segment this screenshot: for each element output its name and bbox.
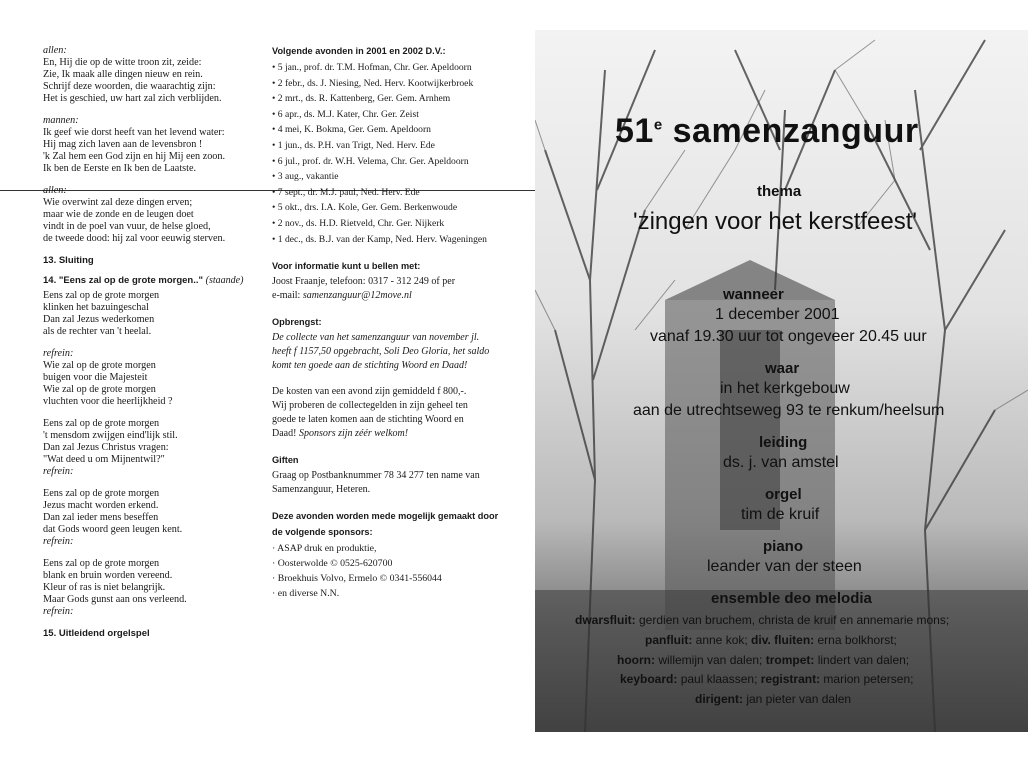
info-line: Joost Fraanje, telefoon: 0317 - 312 249 of per: [272, 276, 456, 288]
thema-label: thema: [757, 183, 802, 200]
sponsor-item: · Broekhuis Volvo, Ermelo © 0341-556044: [272, 571, 512, 586]
stanza-line: Zie, Ik maak alle dingen nieuw en rein.: [43, 69, 203, 80]
stanza-label: allen:: [43, 185, 67, 196]
credit-role: registrant:: [760, 672, 821, 686]
info-title: Voor informatie kunt u bellen met:: [272, 261, 421, 272]
sponsor-item: · Oosterwolde © 0525-620700: [272, 556, 512, 571]
address-text: aan de utrechtseweg 93 te renkum/heelsum: [633, 402, 945, 419]
stanza-line: Het is geschied, uw hart zal zich verblijden.: [43, 93, 222, 104]
song-line: vluchten voor die heerlijkheid ?: [43, 396, 173, 407]
stanza-line: maar wie de zonde en de leugen doet: [43, 209, 194, 220]
email-line: e-mail: samenzanguur@12move.nl: [272, 290, 412, 302]
orgel-text: tim de kruif: [741, 506, 820, 523]
credit-role: hoorn:: [617, 653, 655, 667]
giften-title: Giften: [272, 455, 299, 466]
giften-line: Samenzanguur, Heteren.: [272, 484, 371, 496]
item-13-heading: 13. Sluiting: [43, 255, 94, 266]
stanza-line: de tweede dood: hij zal voor eeuwig sterven.: [43, 233, 226, 244]
stanza-line: Wie overwint zal deze dingen erven;: [43, 197, 193, 208]
credit-role: dirigent:: [695, 692, 743, 706]
song-lyrics: [43, 290, 258, 618]
song-line: blank en bruin worden vereend.: [43, 570, 173, 581]
dates-list: [272, 60, 512, 247]
sponsors-title: de volgende sponsors:: [272, 527, 373, 538]
kosten-line: Daad! Sponsors zijn zéér welkom!: [272, 428, 409, 440]
date-text: 1 december 2001: [715, 306, 840, 323]
date-item: • 3 aug., vakantie: [272, 169, 512, 185]
credit-names: anne kok;: [692, 633, 752, 647]
middle-column: [272, 44, 512, 613]
song-line: Wie zal op de grote morgen: [43, 384, 156, 395]
date-item: • 5 okt., drs. I.A. Kole, Ger. Gem. Berkenwoude: [272, 200, 512, 216]
song-line: Dan zal ieder mens beseffen: [43, 512, 159, 523]
credit-line: [695, 692, 1028, 706]
giften-line: Graag op Postbanknummer 78 34 277 ten name van: [272, 470, 480, 482]
credit-role: div. fluiten:: [751, 633, 815, 647]
stanza-line: Ik ben de Eerste en Ik ben de Laatste.: [43, 163, 197, 174]
psalm-stanza: [43, 45, 258, 105]
date-item: • 4 mei, K. Bokma, Ger. Gem. Apeldoorn: [272, 122, 512, 138]
song-line: Maar Gods gunst aan ons verleend.: [43, 594, 187, 605]
credit-line: [645, 633, 1028, 647]
song-line: dat Gods woord geen leugen kent.: [43, 524, 183, 535]
song-line: Eens zal op de grote morgen: [43, 488, 160, 499]
date-item: • 1 jun., ds. P.H. van Trigt, Ned. Herv. Ede: [272, 138, 512, 154]
stanza-line: En, Hij die op de witte troon zit, zeide:: [43, 57, 202, 68]
credit-role: trompet:: [765, 653, 815, 667]
credit-names: paul klaassen;: [677, 672, 761, 686]
song-line: Eens zal op de grote morgen: [43, 558, 160, 569]
sponsors-title: Deze avonden worden mede mogelijk gemaakt door: [272, 511, 499, 522]
date-item: • 1 dec., ds. B.J. van der Kamp, Ned. Herv. Wageningen: [272, 232, 512, 248]
email-link[interactable]: samenzanguur@12move.nl: [302, 290, 412, 302]
stanza-label: allen:: [43, 45, 67, 56]
date-item: • 6 apr., ds. M.J. Kater, Chr. Ger. Zeist: [272, 107, 512, 123]
credit-line: [575, 613, 1025, 627]
credit-names: erna bolkhorst;: [814, 633, 897, 647]
piano-text: leander van der steen: [707, 558, 862, 575]
ensemble-label: ensemble deo melodia: [711, 590, 872, 607]
sponsor-item: · ASAP druk en produktie,: [272, 541, 512, 556]
credit-names: willemijn van dalen;: [655, 653, 766, 667]
date-item: • 7 sept., dr. M.J. paul, Ned. Herv. Ede: [272, 185, 512, 201]
item-15-heading: 15. Uitleidend orgelspel: [43, 628, 150, 639]
kosten-line: goede te laten komen aan de stichting Woord en: [272, 414, 464, 426]
credit-role: keyboard:: [620, 672, 678, 686]
waar-label: waar: [765, 360, 800, 377]
orgel-label: orgel: [765, 486, 802, 503]
song-line: buigen voor die Majesteit: [43, 372, 148, 383]
date-item: • 2 nov., ds. H.D. Rietveld, Chr. Ger. Nijkerk: [272, 216, 512, 232]
stanza-line: Ik geef wie dorst heeft van het levend water:: [43, 127, 225, 138]
date-item: • 2 febr., ds. J. Niesing, Ned. Herv. Kootwijkerbroek: [272, 76, 512, 92]
time-text: vanaf 19.30 uur tot ongeveer 20.45 uur: [650, 328, 927, 345]
leiding-text: ds. j. van amstel: [723, 454, 839, 471]
song-line: "Wat deed u om Mijnentwil?": [43, 454, 165, 465]
cover-panel: [535, 30, 1028, 732]
credit-names: jan pieter van dalen: [743, 692, 852, 706]
song-line: Dan zal Jezus Christus vragen:: [43, 442, 169, 453]
song-line: Kleur of ras is niet belangrijk.: [43, 582, 166, 593]
dates-title: Volgende avonden in 2001 en 2002 D.V.:: [272, 46, 446, 56]
date-item: • 5 jan., prof. dr. T.M. Hofman, Chr. Ger. Apeldoorn: [272, 60, 512, 76]
song-line: Dan zal Jezus wederkomen: [43, 314, 155, 325]
refrain-label: refrein:: [43, 536, 74, 547]
song-line: Jezus macht worden erkend.: [43, 500, 159, 511]
stanza-label: mannen:: [43, 115, 79, 126]
thema-text: 'zingen voor het kerstfeest': [633, 208, 917, 235]
stanza-line: Hij mag zich laven aan de levensbron !: [43, 139, 203, 150]
refrain-label: refrein:: [43, 348, 74, 359]
psalm-stanza: [43, 185, 258, 245]
song-stanza: [43, 488, 258, 548]
credit-role: panfluit:: [645, 633, 693, 647]
opbrengst-title: Opbrengst:: [272, 317, 322, 328]
song-line: Eens zal op de grote morgen: [43, 418, 160, 429]
song-line: Wie zal op de grote morgen: [43, 360, 156, 371]
psalm-stanzas: [43, 45, 258, 245]
song-line: 't mensdom zwijgen eind'lijk stil.: [43, 430, 178, 441]
stanza-line: 'k Zal hem een God zijn en hij Mij een zoon.: [43, 151, 226, 162]
opbrengst-line: komt ten goede aan de stichting Woord en Daad!: [272, 360, 468, 372]
leiding-label: leiding: [759, 434, 808, 451]
wanneer-label: wanneer: [723, 286, 784, 303]
kosten-line: De kosten van een avond zijn gemiddeld f 800,-.: [272, 386, 467, 398]
refrain-label: refrein:: [43, 606, 74, 617]
song-stanza: [43, 290, 258, 338]
song-stanza: [43, 348, 258, 408]
date-item: • 6 jul., prof. dr. W.H. Velema, Chr. Ger. Apeldoorn: [272, 154, 512, 170]
psalm-stanza: [43, 115, 258, 175]
place-text: in het kerkgebouw: [720, 380, 850, 397]
piano-label: piano: [763, 538, 803, 555]
credit-role: dwarsfluit:: [575, 613, 636, 627]
stanza-line: Schrijf deze woorden, die waarachtig zijn:: [43, 81, 216, 92]
sponsors-list: [272, 541, 512, 601]
left-column: [43, 45, 258, 643]
opbrengst-line: heeft f 1157,50 opgebracht, Soli Deo Gloria, het saldo: [272, 346, 490, 358]
date-item: • 2 mrt., ds. R. Kattenberg, Ger. Gem. Arnhem: [272, 91, 512, 107]
item-14-heading: 14. "Eens zal op de grote morgen.." (staande): [43, 275, 244, 286]
song-stanza: [43, 558, 258, 618]
opbrengst-line: De collecte van het samenzanguur van november jl.: [272, 332, 480, 344]
song-line: klinken het bazuingeschal: [43, 302, 149, 313]
credit-names: marion petersen;: [820, 672, 914, 686]
cover-title: 51e samenzanguur: [615, 112, 919, 150]
credit-names: gerdien van bruchem, christa de kruif en annemarie mons;: [635, 613, 950, 627]
refrain-label: refrein:: [43, 466, 74, 477]
song-stanza: [43, 418, 258, 478]
stanza-line: vindt in de poel van vuur, de helse gloed,: [43, 221, 211, 232]
kosten-line: Wij proberen de collectegelden in zijn geheel ten: [272, 400, 468, 412]
song-line: als de rechter van 't heelal.: [43, 326, 152, 337]
song-line: Eens zal op de grote morgen: [43, 290, 160, 301]
credit-line: [617, 653, 1028, 667]
credit-line: [620, 672, 1028, 686]
credit-names: lindert van dalen;: [814, 653, 910, 667]
sponsor-item: · en diverse N.N.: [272, 586, 512, 601]
